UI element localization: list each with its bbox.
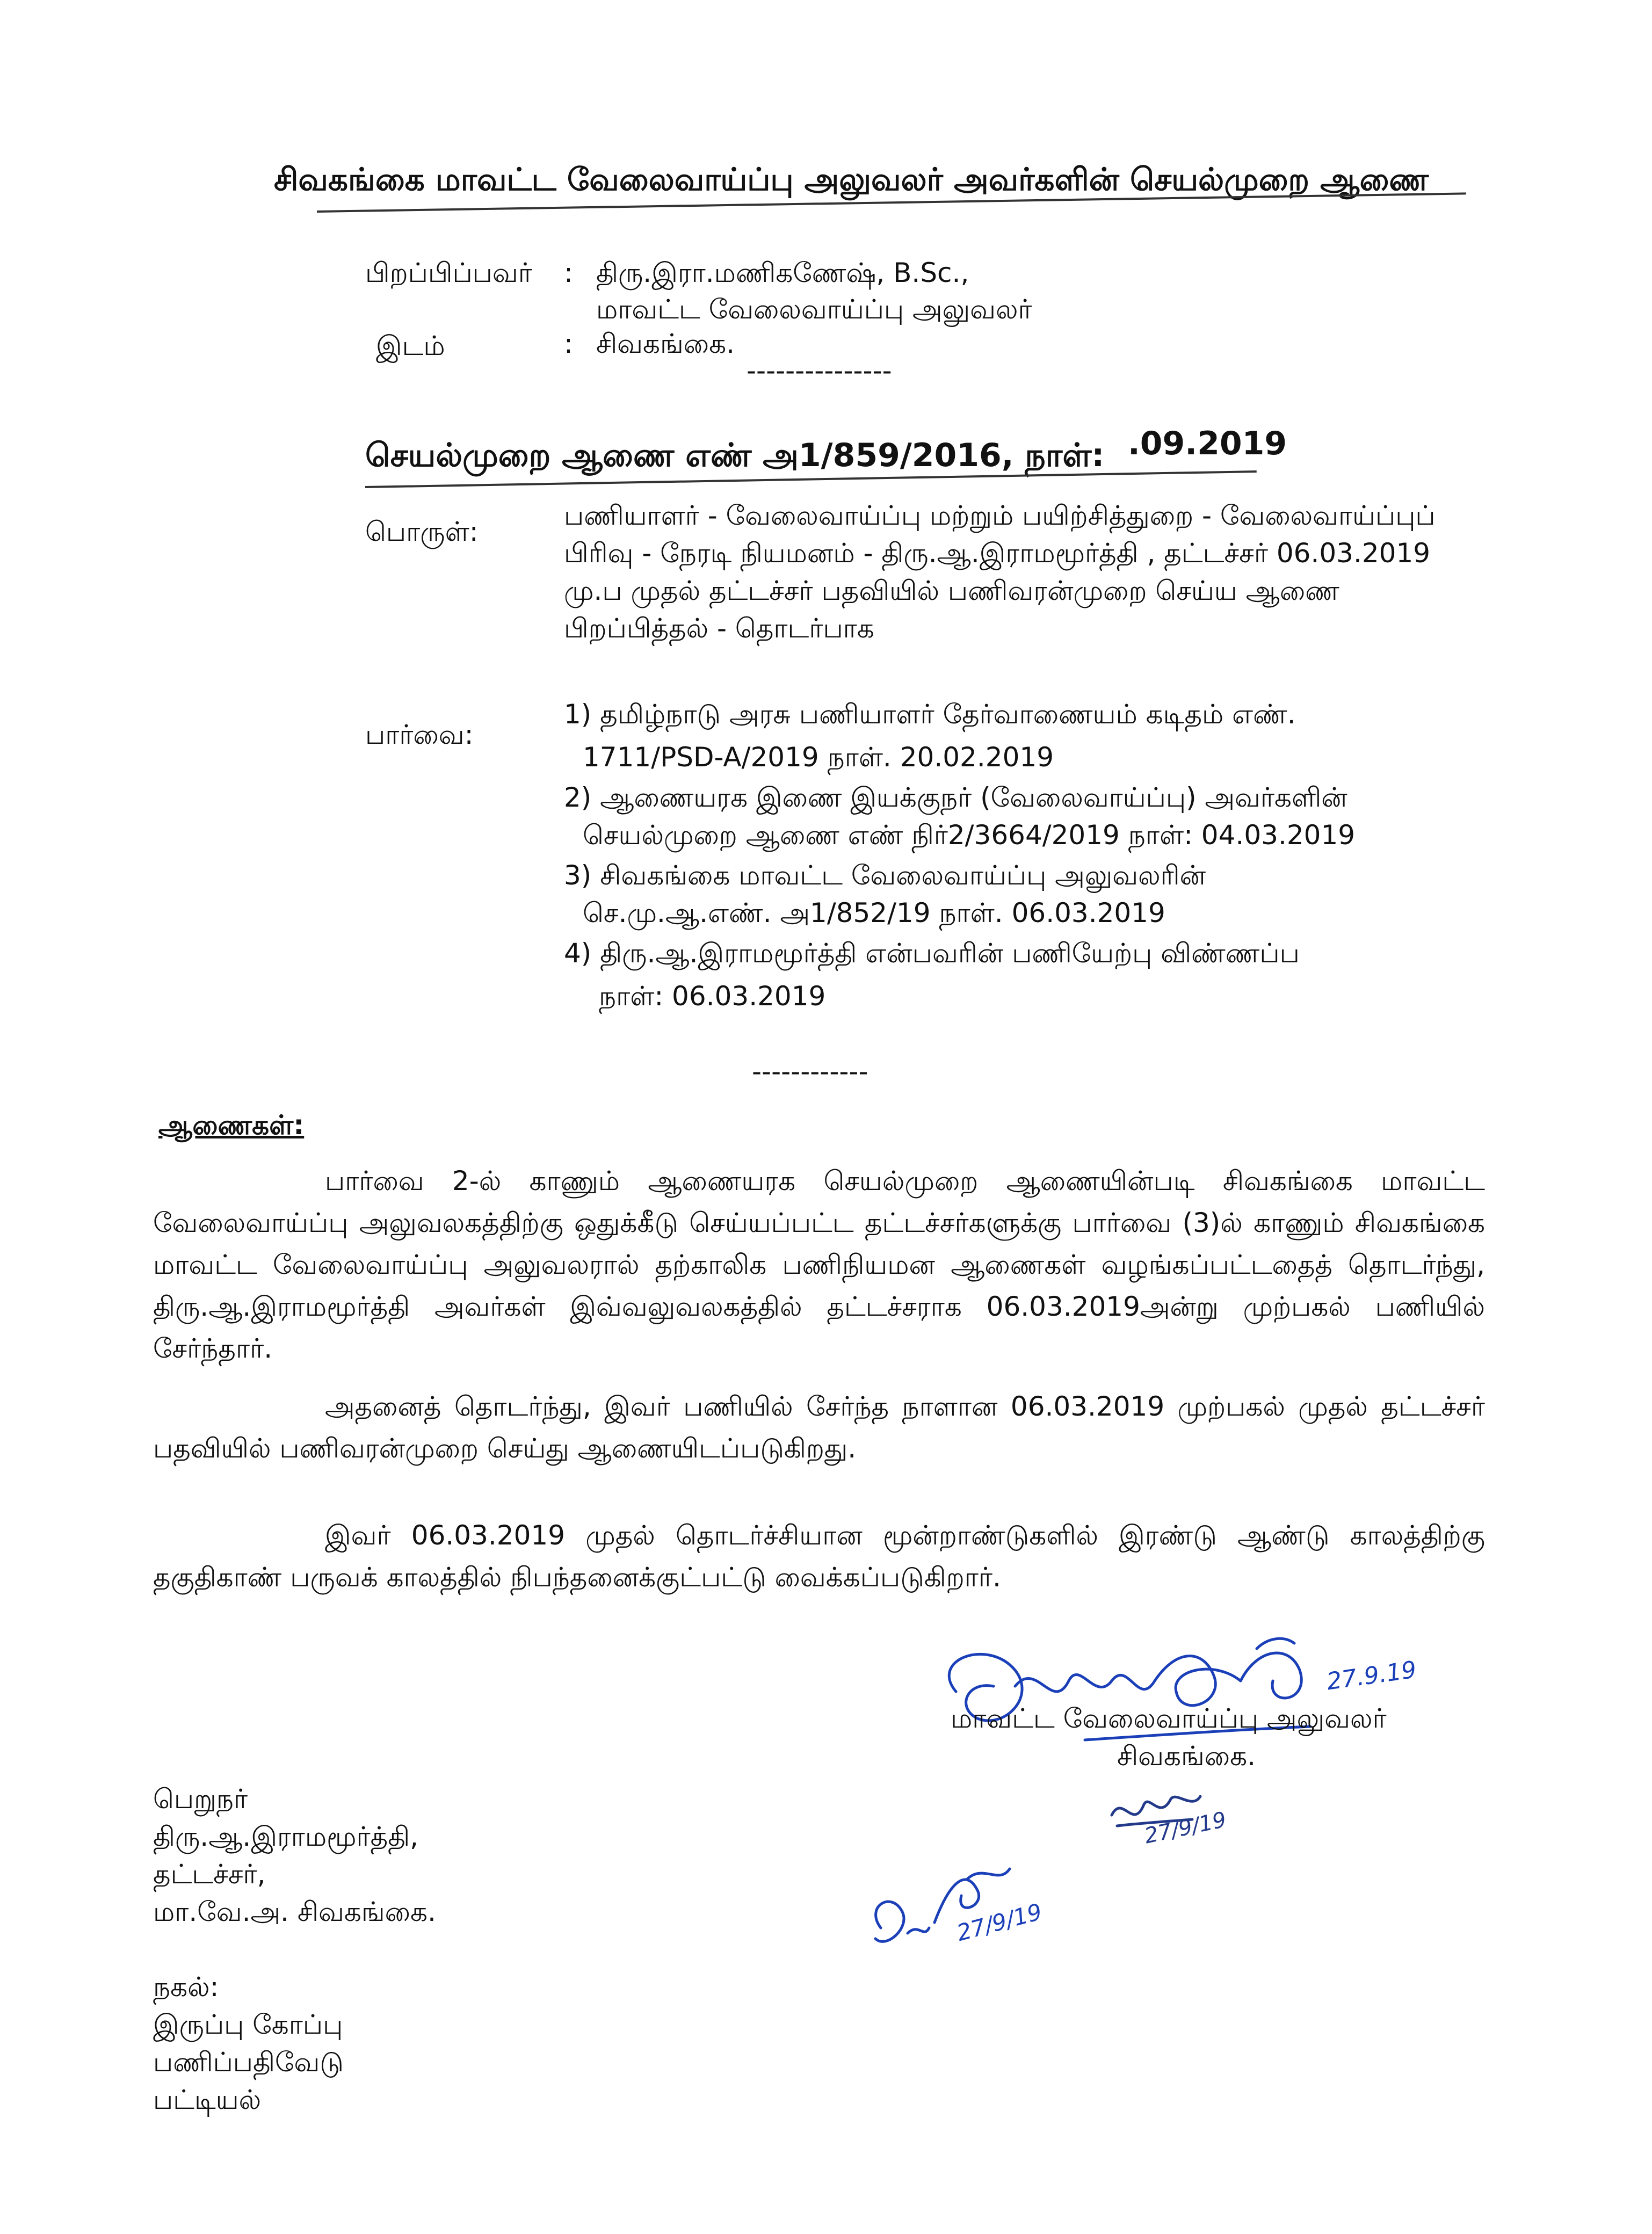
orders-heading: ஆணைகள்: xyxy=(158,1109,305,1141)
reference-item: செயல்முறை ஆணை எண் நிர்2/3664/2019 நாள்: 04.03.2019 xyxy=(583,819,1356,851)
reference-item: 1711/PSD-A/2019 நாள். 20.02.2019 xyxy=(583,742,1054,773)
issuer-label: பிறப்பிப்பவர் xyxy=(365,257,532,288)
place-colon: : xyxy=(564,328,573,359)
subject-line: பிரிவு - நேரடி நியமனம் - திரு.ஆ.இராமமூர்த்தி , தட்டச்சர் 06.03.2019 xyxy=(564,538,1431,569)
reference-item: 2) ஆணையரக இணை இயக்குநர் (வேலைவாய்ப்பு) அவர்களின் xyxy=(564,782,1347,813)
issuer-designation: மாவட்ட வேலைவாய்ப்பு அலுவலர் xyxy=(596,294,1032,325)
order-date: .09.2019 xyxy=(1128,425,1287,462)
reference-item: 1) தமிழ்நாடு அரசு பணியாளர் தேர்வாணையம் கடிதம் எண். xyxy=(564,699,1296,730)
subject-line: பணியாளர் - வேலைவாய்ப்பு மற்றும் பயிற்சித்துறை - வேலைவாய்ப்புப் xyxy=(564,500,1436,531)
reference-item: செ.மு.ஆ.எண். அ1/852/19 நாள். 06.03.2019 xyxy=(583,897,1165,929)
order-number: செயல்முறை ஆணை எண் அ1/859/2016, நாள்: xyxy=(365,437,1105,474)
orders-paragraph-3: இவர் 06.03.2019 முதல் தொடர்ச்சியான மூன்றாண்டுகளில் இரண்டு ஆண்டு காலத்திற்கு தகுதிகாண் பருவக் காலத்தில் நிபந்தனைக்குட்பட்டு வைக்கப்படுகிறார். xyxy=(153,1520,1485,1593)
reference-item: 3) சிவகங்கை மாவட்ட வேலைவாய்ப்பு அலுவலரின் xyxy=(564,860,1206,891)
initials-date-1: 27/9/19 xyxy=(1142,1807,1229,1849)
recipient-line: தட்டச்சர், xyxy=(153,1859,266,1890)
recipient-line: திரு.ஆ.இராமமூர்த்தி, xyxy=(153,1821,419,1852)
copy-line: பணிப்பதிவேடு xyxy=(153,2047,344,2078)
issuer-name: திரு.இரா.மணிகணேஷ், B.Sc., xyxy=(596,257,969,288)
document-title: சிவகங்கை மாவட்ட வேலைவாய்ப்பு அலுவலர் அவர்களின் செயல்முறை ஆணை xyxy=(274,161,1429,198)
initials-date-2: 27/9/19 xyxy=(954,1898,1045,1947)
reference-item: 4) திரு.ஆ.இராமமூர்த்தி என்பவரின் பணியேற்பு விண்ணப்ப xyxy=(564,938,1300,969)
orders-paragraph-1: பார்வை 2-ல் காணும் ஆணையரக செயல்முறை ஆணையின்படி சிவகங்கை மாவட்ட வேலைவாய்ப்பு அலுவலகத்திற்கு ஒதுக்கீடு செய்யப்பட்ட தட்டச்சர்களுக்கு பார்வை (3)ல் காணும் சிவகங்கை மாவட்ட வேலைவாய்ப்பு அலுவலரால் தற்காலிக பணிநியமன ஆணைகள் வழங்கப்பட்டதைத் தொடர்ந்து, திரு.ஆ.இராமமூர்த்தி அவர்கள் இவ்வலுவலகத்தில் தட்டச்சராக 06.03.2019அன்று முற்பகல் பணியில் சேர்ந்தார். xyxy=(153,1165,1485,1364)
references-separator: ------------ xyxy=(752,1056,868,1087)
header-separator: --------------- xyxy=(747,355,892,386)
subject-line: மு.ப முதல் தட்டச்சர் பதவியில் பணிவரன்முறை செய்ய ஆணை xyxy=(564,575,1339,606)
recipient-line: மா.வே.அ. சிவகங்கை. xyxy=(153,1896,436,1927)
place-value: சிவகங்கை. xyxy=(596,328,735,359)
signature-date: 27.9.19 xyxy=(1325,1656,1418,1696)
subject-label: பொருள்: xyxy=(365,516,479,547)
copy-line: பட்டியல் xyxy=(153,2084,262,2115)
signatory-place: சிவகங்கை. xyxy=(1117,1740,1256,1772)
copy-label: நகல்: xyxy=(153,1971,219,2003)
references-label: பார்வை: xyxy=(365,719,474,750)
reference-item: நாள்: 06.03.2019 xyxy=(599,981,826,1012)
orders-paragraph-2: அதனைத் தொடர்ந்து, இவர் பணியில் சேர்ந்த நாளான 06.03.2019 முற்பகல் முதல் தட்டச்சர் பதவியில் பணிவரன்முறை செய்து ஆணையிடப்படுகிறது. xyxy=(153,1391,1485,1464)
issuer-colon: : xyxy=(564,257,573,288)
copy-line: இருப்பு கோப்பு xyxy=(153,2009,343,2040)
subject-line: பிறப்பித்தல் - தொடர்பாக xyxy=(564,613,874,644)
signatory-designation: மாவட்ட வேலைவாய்ப்பு அலுவலர் xyxy=(951,1703,1387,1734)
recipient-label: பெறுநர் xyxy=(153,1783,248,1815)
place-label: இடம் xyxy=(376,330,445,361)
